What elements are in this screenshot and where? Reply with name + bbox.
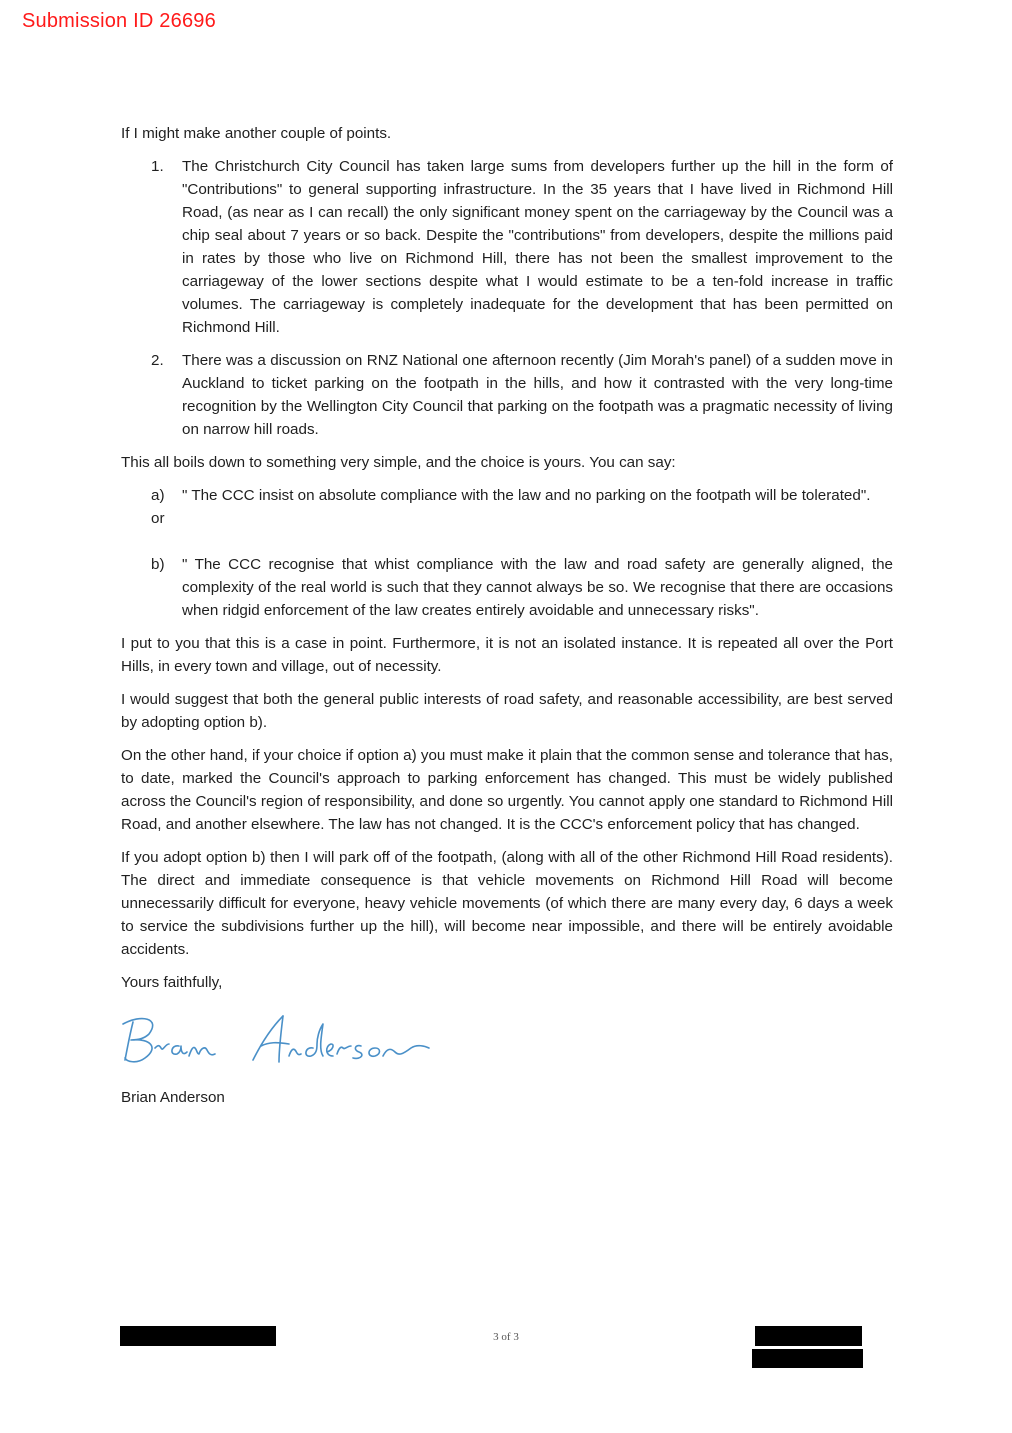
option-marker: a) <box>151 487 165 504</box>
redaction-block <box>755 1326 862 1346</box>
signature-icon <box>121 1008 441 1078</box>
option-marker: b) <box>151 556 165 573</box>
list-marker: 1. <box>151 158 164 175</box>
numbered-point-2 <box>121 349 893 441</box>
choice-intro-paragraph: This all boils down to something very simple, and the choice is yours. You can say: <box>121 454 676 471</box>
letter-page <box>121 122 893 1109</box>
body-paragraph-3: On the other hand, if your choice if option a) you must make it plain that the common sense and tolerance that has, to date, marked the Council's approach to parking enforcement has changed. This must be widely published across the Council's region of responsibility, and done so urgently. You cannot apply one standard to Richmond Hill Road, and another elsewhere. The law has not changed. It is the CCC's enforcement policy that has changed. <box>121 747 893 833</box>
option-text: " The CCC recognise that whist compliance with the law and road safety are generally aligned, the complexity of the real world is such that they cannot always be so. We recognise that there are occasions when ridgid enforcement of the law creates entirely avoidable and unnecessary risks". <box>182 556 893 619</box>
body-paragraph-4: If you adopt option b) then I will park off of the footpath, (along with all of the other Richmond Hill Road residents). The direct and immediate consequence is that vehicle movements on Richmond Hill Road will become unnecessarily difficult for everyone, heavy vehicle movements (of which there are many every day, 6 days a week to service the subdivisions further up the hill), will become near impossible, and there will be entirely avoidable accidents. <box>121 849 893 958</box>
page-indicator: 3 of 3 <box>493 1331 519 1343</box>
signer-name: Brian Anderson <box>121 1089 225 1106</box>
option-a <box>121 484 893 507</box>
closing-salutation: Yours faithfully, <box>121 974 223 991</box>
body-paragraph-1: I put to you that this is a case in point. Furthermore, it is not an isolated instance. It is repeated all over the Port Hills, in every town and village, out of necessity. <box>121 635 893 675</box>
list-item-text: There was a discussion on RNZ National one afternoon recently (Jim Morah's panel) of a sudden move in Auckland to ticket parking on the footpath in the hills, and how it contrasted with the very long-time recognition by the Wellington City Council that parking on the footpath was a pragmatic necessity of living on narrow hill roads. <box>182 352 893 438</box>
numbered-point-1 <box>121 155 893 339</box>
submission-id-label: Submission ID 26696 <box>22 10 216 32</box>
option-text: " The CCC insist on absolute compliance with the law and no parking on the footpath will be tolerated". <box>182 487 871 504</box>
redaction-block <box>752 1349 863 1368</box>
or-separator: or <box>151 510 165 527</box>
intro-paragraph: If I might make another couple of points. <box>121 125 392 142</box>
body-paragraph-2: I would suggest that both the general public interests of road safety, and reasonable accessibility, are best served by adopting option b). <box>121 691 893 731</box>
list-item-text: The Christchurch City Council has taken large sums from developers further up the hill in the form of "Contributions" to general supporting infrastructure. In the 35 years that I have lived in Richmond Hill Road, (as near as I can recall) the only significant money spent on the carriageway by the Council was a chip seal about 7 years or so back. Despite the "contributions" from developers, despite the millions paid in rates by those who live on Richmond Hill, there has not been the smallest improvement to the carriageway of the lower sections despite what I would estimate to be a ten-fold increase in traffic volumes. The carriageway is completely inadequate for the development that has been permitted on Richmond Hill. <box>182 158 893 336</box>
option-b <box>121 553 893 622</box>
list-marker: 2. <box>151 352 164 369</box>
handwritten-signature <box>121 1008 893 1086</box>
